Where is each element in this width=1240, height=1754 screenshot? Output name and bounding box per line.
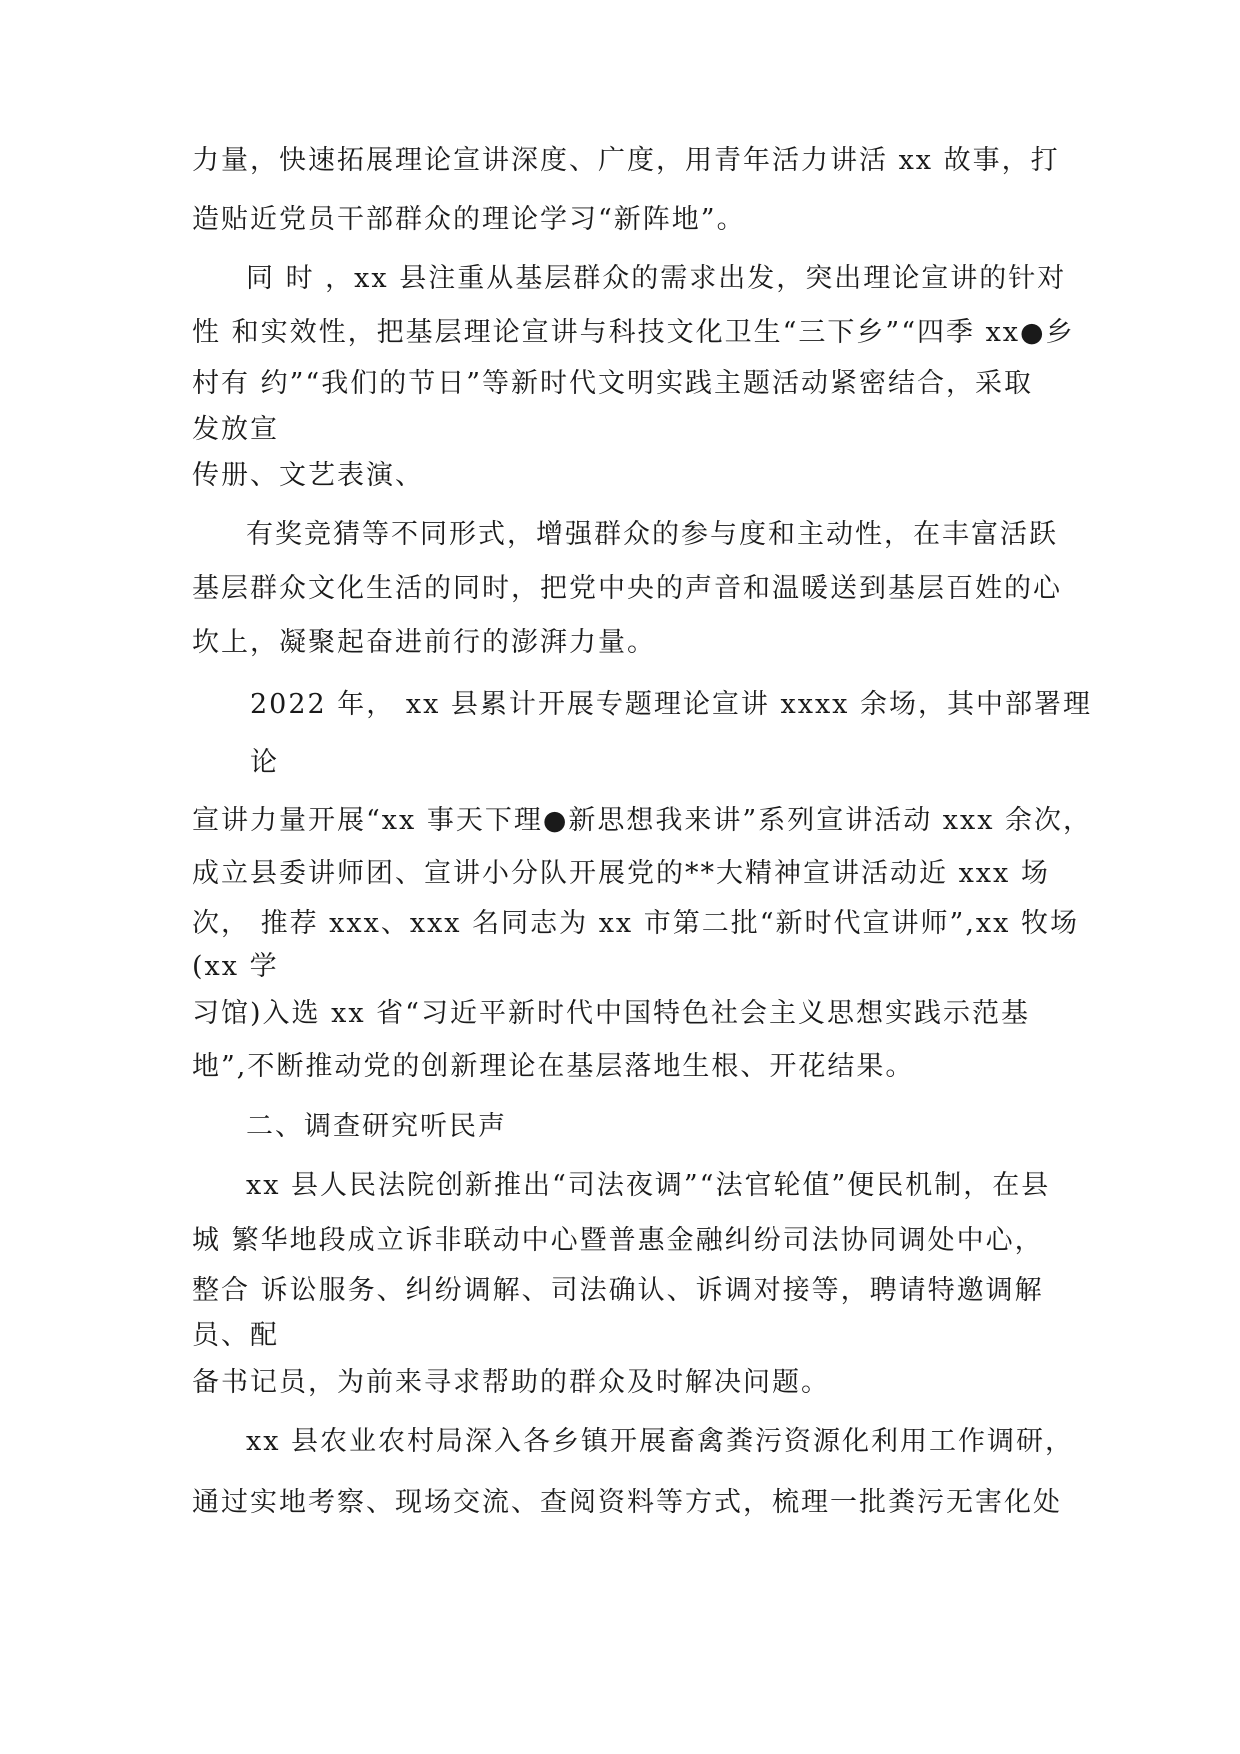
text-line: 地”,不断推动党的创新理论在基层落地生根、开花结果。 <box>192 1051 915 1082</box>
text-line: 性 和实效性，把基层理论宣讲与科技文化卫生“三下乡”“四季 xx●乡 <box>192 317 1075 348</box>
text-line: 员、配 <box>192 1320 279 1351</box>
text-line: 习馆)入选 xx 省“习近平新时代中国特色社会主义思想实践示范基 <box>192 998 1030 1029</box>
text-line: 村有 约”“我们的节日”等新时代文明实践主题活动紧密结合，采取 <box>192 368 1033 399</box>
text-line: 同 时 ，xx 县注重从基层群众的需求出发，突出理论宣讲的针对 <box>246 263 1067 294</box>
text-line: 宣讲力量开展“xx 事天下理●新思想我来讲”系列宣讲活动 xxx 余次， <box>192 805 1093 836</box>
text-line: 整合 诉讼服务、纠纷调解、司法确认、诉调对接等，聘请特邀调解 <box>192 1275 1044 1306</box>
text-line: 发放宣 <box>192 414 279 445</box>
text-line: 基层群众文化生活的同时，把党中央的声音和温暖送到基层百姓的心 <box>192 573 1062 604</box>
section-heading: 二、调查研究听民声 <box>246 1111 507 1142</box>
text-line: 造贴近党员干部群众的理论学习“新阵地”。 <box>192 204 746 235</box>
text-line: 次， 推荐 xxx、xxx 名同志为 xx 市第二批“新时代宣讲师”,xx 牧场 <box>192 908 1079 939</box>
text-line: 论 <box>250 747 279 778</box>
text-line: 备书记员，为前来寻求帮助的群众及时解决问题。 <box>192 1367 830 1398</box>
text-line: xx 县农业农村局深入各乡镇开展畜禽粪污资源化利用工作调研， <box>246 1426 1075 1457</box>
text-line: xx 县人民法院创新推出“司法夜调”“法官轮值”便民机制，在县 <box>246 1170 1051 1201</box>
text-line: 成立县委讲师团、宣讲小分队开展党的**大精神宣讲活动近 xxx 场 <box>192 858 1050 889</box>
text-line: 有奖竞猜等不同形式，增强群众的参与度和主动性，在丰富活跃 <box>246 519 1058 550</box>
text-line: (xx 学 <box>192 951 279 982</box>
text-line: 传册、文艺表演、 <box>192 460 424 491</box>
text-line: 坎上，凝聚起奋进前行的澎湃力量。 <box>192 627 656 658</box>
text-line: 力量，快速拓展理论宣讲深度、广度，用青年活力讲活 xx 故事，打 <box>192 145 1060 176</box>
text-line: 通过实地考察、现场交流、查阅资料等方式，梳理一批粪污无害化处 <box>192 1487 1062 1518</box>
text-line: 城 繁华地段成立诉非联动中心暨普惠金融纠纷司法协同调处中心， <box>192 1225 1044 1256</box>
text-line: 2022 年， xx 县累计开展专题理论宣讲 xxxx 余场，其中部署理 <box>250 689 1092 720</box>
